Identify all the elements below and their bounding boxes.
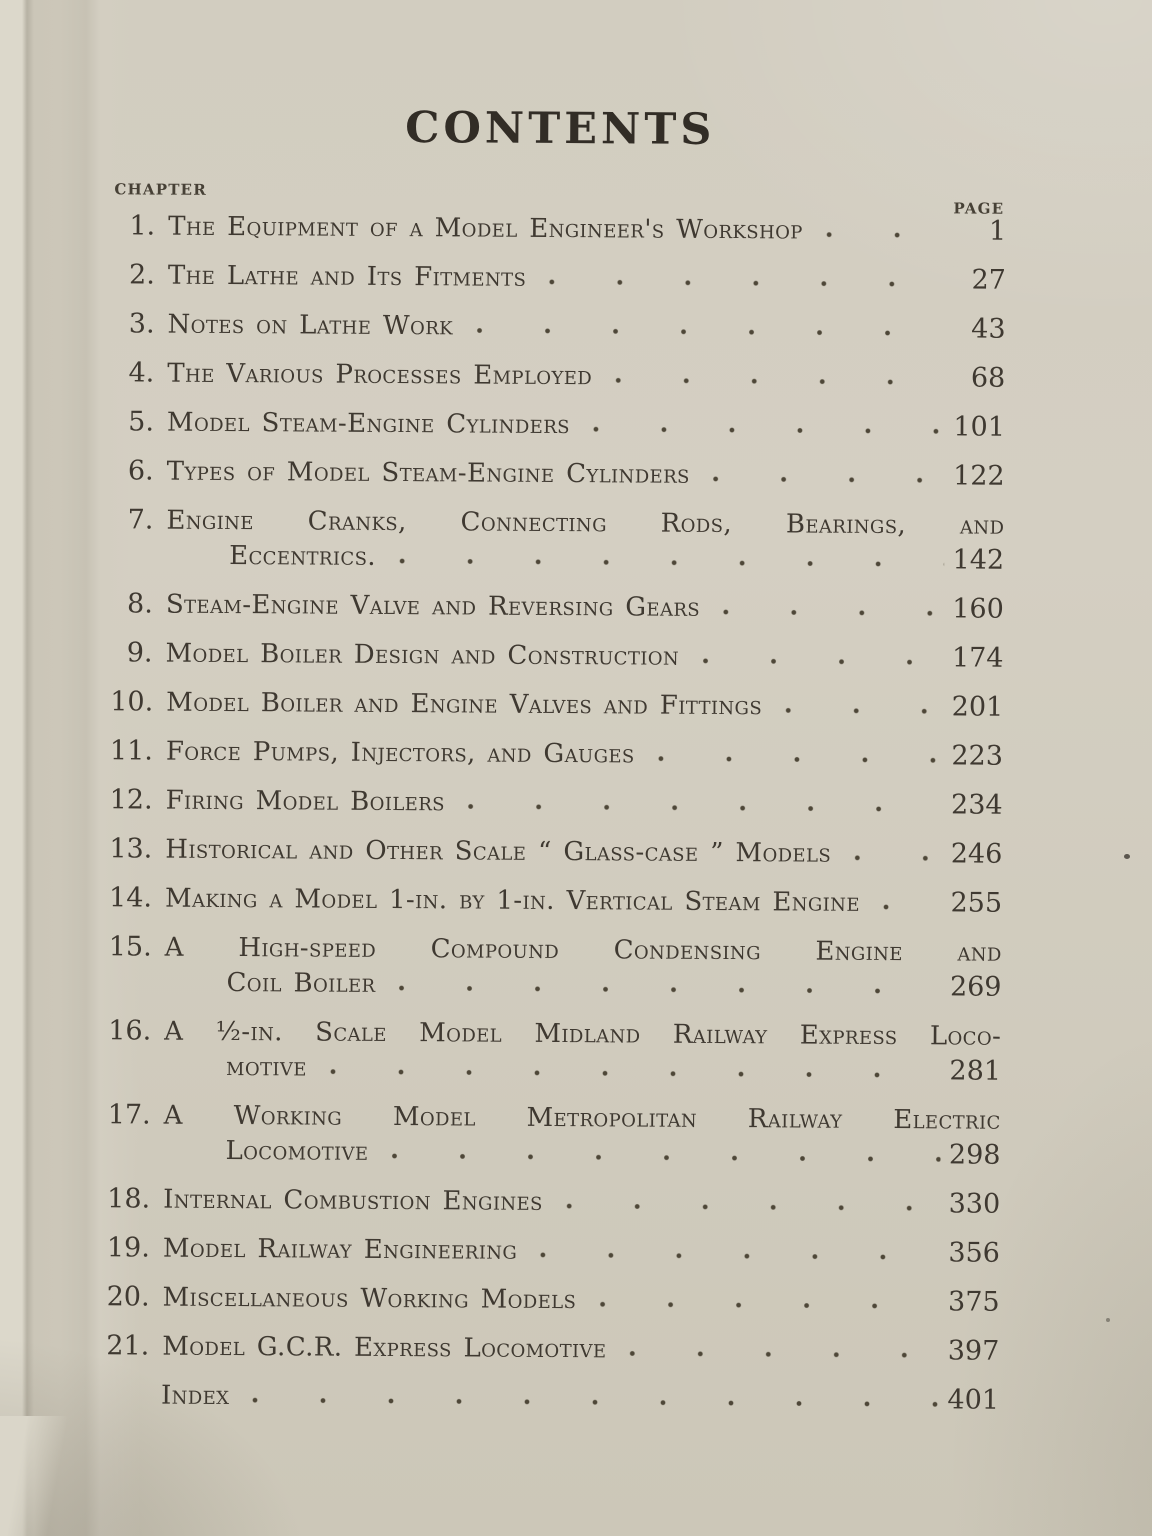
toc-entry-line xyxy=(109,883,1002,918)
toc-entry xyxy=(110,687,1003,722)
chapter-number: 13. xyxy=(109,833,153,865)
chapter-title: Types of Model Steam-Engine Cylinders xyxy=(166,456,690,490)
chapter-title: Miscellaneous Working Models xyxy=(162,1282,577,1316)
toc-entry-line xyxy=(110,736,1003,771)
toc-entry xyxy=(111,505,1004,575)
page-number: 397 xyxy=(947,1335,1000,1367)
chapter-title: A Working Model Metropolitan Railway Electric xyxy=(163,1100,1001,1136)
chapter-title: Force Pumps, Injectors, and Gauges xyxy=(165,736,635,770)
chapter-number: 18. xyxy=(107,1183,151,1215)
chapter-title: The Equipment of a Model Engineer's Workshop xyxy=(168,211,803,246)
dot-leader xyxy=(647,740,943,772)
page-number: 174 xyxy=(951,642,1004,674)
toc-entry xyxy=(107,1184,1000,1219)
chapter-number: 14. xyxy=(108,882,153,914)
page-number: 101 xyxy=(953,411,1006,443)
toc-entry xyxy=(107,1282,1000,1317)
page-number: 43 xyxy=(971,313,1006,345)
page-number: 1 xyxy=(988,215,1007,247)
toc-entry-line xyxy=(109,932,1002,967)
page-number: 356 xyxy=(948,1237,1001,1269)
toc-entry-line xyxy=(112,309,1005,344)
chapter-title: The Various Processes Employed xyxy=(167,358,593,392)
chapter-title: Making a Model 1-in. by 1-in. Vertical Steam Engine xyxy=(164,883,861,918)
toc-entry xyxy=(108,932,1001,1002)
toc-entry-line xyxy=(107,1135,1000,1170)
chapter-number: 9. xyxy=(126,637,153,669)
toc-entry-line xyxy=(108,967,1001,1002)
toc-entry-line xyxy=(106,1380,999,1415)
page-number: 27 xyxy=(971,264,1006,296)
page-number: 122 xyxy=(953,460,1005,492)
chapter-title: Steam-Engine Valve and Reversing Gears xyxy=(165,589,701,623)
toc-entry-line xyxy=(111,589,1004,624)
chapter-number: 12. xyxy=(109,784,153,816)
page-number: 281 xyxy=(949,1055,1002,1087)
toc-entry xyxy=(113,211,1006,246)
dot-leader xyxy=(319,1053,941,1087)
chapter-title: motive xyxy=(225,1051,307,1083)
toc-entry-line xyxy=(106,1331,999,1366)
chapter-column-label: CHAPTER xyxy=(114,180,207,199)
toc-entry xyxy=(111,589,1004,624)
toc-entry-line xyxy=(110,785,1003,820)
paper-speck xyxy=(1106,1318,1110,1322)
toc-entry-line xyxy=(108,1100,1001,1135)
chapter-title: Firing Model Boilers xyxy=(165,785,446,818)
dot-leader xyxy=(380,1137,940,1170)
page-number: 401 xyxy=(947,1384,1000,1416)
dot-leader xyxy=(702,460,945,491)
toc-entry-line xyxy=(111,505,1004,540)
dot-leader xyxy=(388,542,944,575)
chapter-number: 4. xyxy=(128,357,155,389)
chapter-number: 20. xyxy=(106,1281,150,1313)
toc-entry-line xyxy=(108,1051,1001,1086)
chapter-title: Internal Combustion Engines xyxy=(163,1184,543,1217)
page-number: 160 xyxy=(952,593,1004,625)
toc-entry xyxy=(110,736,1003,771)
toc-entry xyxy=(107,1233,1000,1268)
toc-entry-line xyxy=(108,1016,1001,1051)
toc-entry-line xyxy=(111,540,1004,575)
dot-leader xyxy=(387,969,941,1002)
page-number: 298 xyxy=(948,1139,1001,1171)
toc-entry-line xyxy=(110,687,1003,722)
toc-entry xyxy=(109,834,1002,869)
toc-entry-line xyxy=(113,211,1006,246)
toc-entry-line xyxy=(112,407,1005,442)
toc-entry-line xyxy=(112,358,1005,393)
page-number: 246 xyxy=(950,838,1003,870)
page-number: 142 xyxy=(952,544,1005,576)
toc-entry xyxy=(113,260,1006,295)
toc-entry-line xyxy=(107,1233,1000,1268)
page-number: 234 xyxy=(951,789,1003,821)
chapter-number: 1. xyxy=(129,210,156,242)
chapter-number: 21. xyxy=(106,1330,150,1362)
chapter-title: Notes on Lathe Work xyxy=(167,309,454,342)
chapter-title: A ½-in. Scale Model Midland Railway Express Loco- xyxy=(164,1016,1002,1052)
dot-leader xyxy=(555,1187,941,1219)
toc-entry xyxy=(112,407,1005,442)
chapter-title: Coil Boiler xyxy=(226,967,376,999)
chapter-number: 16. xyxy=(108,1015,152,1047)
toc-entry xyxy=(110,638,1003,673)
chapter-number: 8. xyxy=(127,588,153,620)
dot-leader xyxy=(843,839,942,870)
chapter-title: Engine Cranks, Connecting Rods, Bearings, and xyxy=(166,505,1005,541)
chapter-number: 5. xyxy=(128,406,155,438)
toc-entry-line xyxy=(107,1184,1000,1219)
dot-leader xyxy=(457,787,943,820)
dot-leader xyxy=(529,1236,940,1269)
table-of-contents xyxy=(106,211,1006,1434)
contents-title: CONTENTS xyxy=(405,103,716,155)
chapter-title: Locomotive xyxy=(225,1135,369,1167)
dot-leader xyxy=(618,1334,939,1366)
toc-entry xyxy=(106,1380,999,1415)
dot-leader xyxy=(872,888,942,918)
chapter-title: Model Boiler Design and Construction xyxy=(165,638,680,672)
toc-entry xyxy=(110,785,1003,820)
paper-speck xyxy=(1124,854,1130,859)
toc-entry-line xyxy=(110,638,1003,673)
chapter-number: 6. xyxy=(127,455,154,487)
chapter-title: Model G.C.R. Express Locomotive xyxy=(162,1331,607,1365)
toc-entry xyxy=(112,358,1005,393)
toc-entry xyxy=(108,1016,1001,1086)
chapter-number: 15. xyxy=(108,931,152,963)
dot-leader xyxy=(582,410,945,442)
page-content xyxy=(105,0,1007,1503)
chapter-title: Historical and Other Scale “ Glass-case ” Models xyxy=(165,834,832,869)
dot-leader xyxy=(241,1381,939,1415)
dot-leader xyxy=(815,216,947,247)
page-number: 201 xyxy=(951,691,1004,723)
toc-entry xyxy=(112,309,1005,344)
dot-leader xyxy=(588,1285,940,1317)
chapter-number: 3. xyxy=(128,308,155,340)
chapter-title: A High-speed Compound Condensing Engine and xyxy=(164,932,1002,968)
toc-entry-line xyxy=(109,834,1002,869)
dot-leader xyxy=(604,361,945,393)
page-number: 223 xyxy=(951,740,1004,772)
page-number: 255 xyxy=(950,887,1003,919)
toc-entry xyxy=(109,883,1002,918)
chapter-number: 7. xyxy=(127,504,154,536)
chapter-number: 10. xyxy=(110,686,154,718)
toc-entry-line xyxy=(107,1282,1000,1317)
chapter-title: Model Boiler and Engine Valves and Fittings xyxy=(166,687,763,722)
dot-leader xyxy=(712,593,944,624)
toc-entry xyxy=(107,1100,1000,1170)
toc-entry-line xyxy=(113,260,1006,295)
page-number: 68 xyxy=(970,362,1006,394)
dot-leader xyxy=(538,263,946,295)
chapter-title: Model Steam-Engine Cylinders xyxy=(166,407,571,441)
dot-leader xyxy=(691,642,944,674)
chapter-title: Index xyxy=(160,1380,230,1412)
chapter-number: 17. xyxy=(107,1099,151,1131)
chapter-title: The Lathe and Its Fitments xyxy=(167,260,527,293)
page-column-label: PAGE xyxy=(953,199,1005,218)
chapter-title: Eccentrics. xyxy=(229,540,377,572)
toc-entry xyxy=(106,1331,999,1366)
toc-entry xyxy=(112,456,1005,491)
dot-leader xyxy=(465,311,946,344)
chapter-title: Model Railway Engineering xyxy=(162,1233,518,1266)
chapter-number: 2. xyxy=(129,259,155,291)
dot-leader xyxy=(774,691,943,722)
chapter-number: 11. xyxy=(109,735,154,767)
page-number: 330 xyxy=(948,1188,1001,1220)
page-number: 375 xyxy=(947,1286,1000,1318)
page-number: 269 xyxy=(949,971,1002,1003)
toc-entry-line xyxy=(112,456,1005,491)
chapter-number: 19. xyxy=(106,1232,150,1264)
